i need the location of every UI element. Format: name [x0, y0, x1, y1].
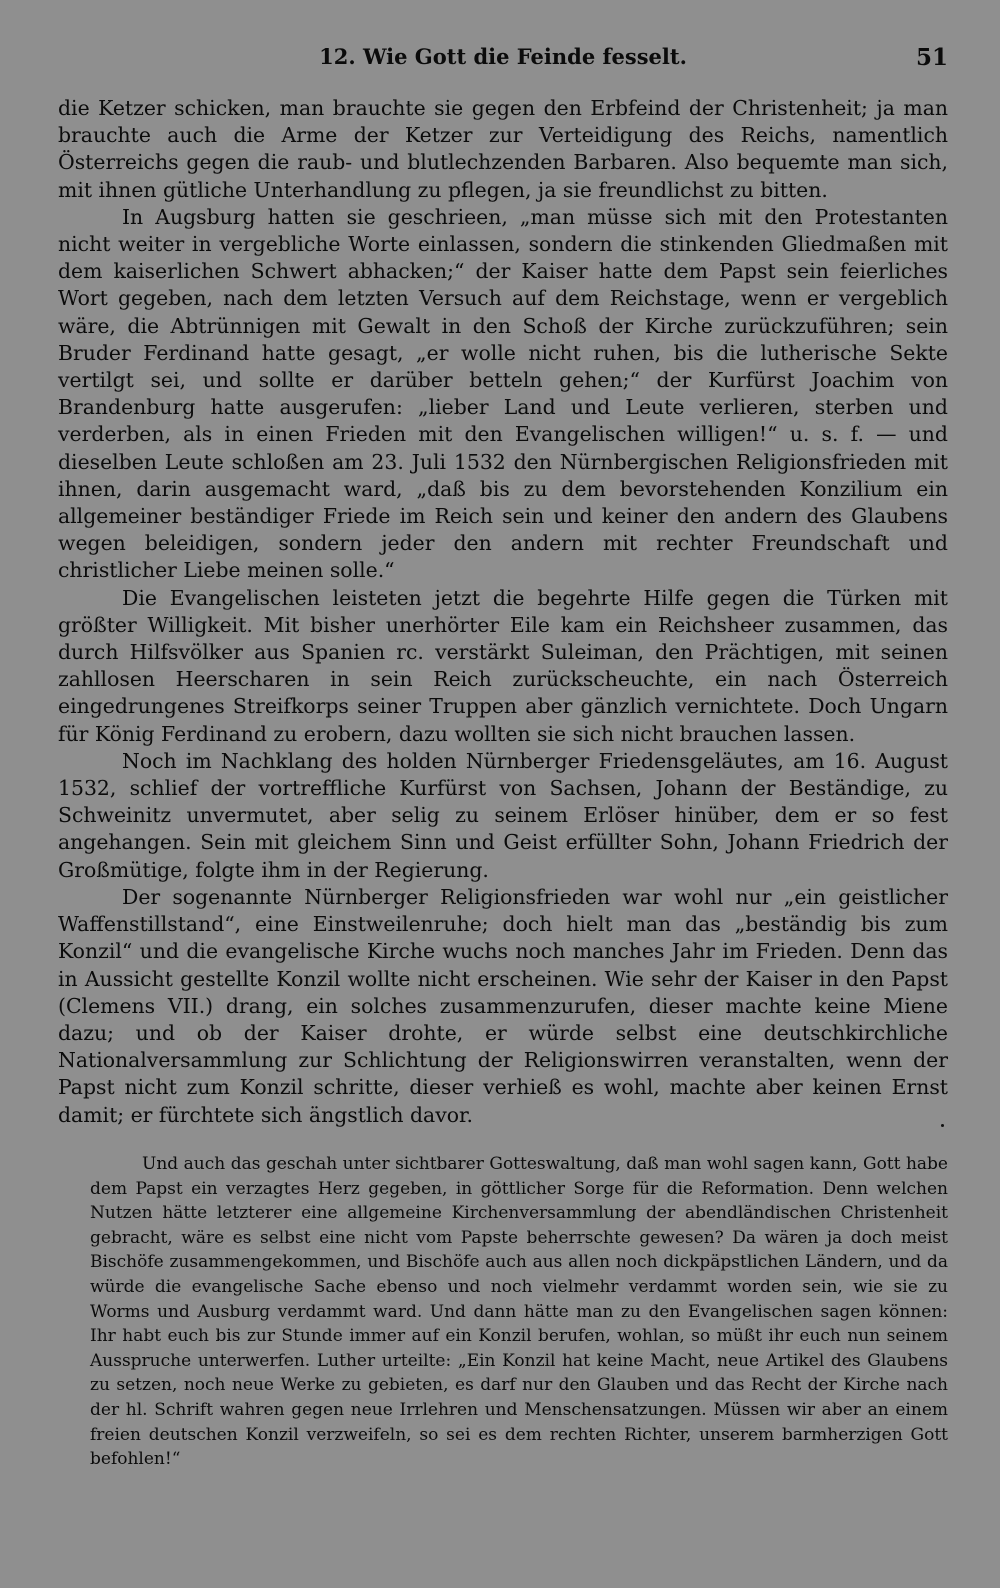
paragraph-4: Noch im Nachklang des holden Nürnberger Friedensgeläutes, am 16. August 1532, schlief der vortreffliche Kurfürst von Sachsen, Johann der Beständige, zu Schweinitz unvermutet, aber selig zu seinem Erlöser hinüber, dem er so fest angehangen. Sein mit gleichem Sinn und Geist erfüllter Sohn, Johann Friedrich der Großmütige, folgte ihm in der Regierung.: [58, 748, 948, 882]
footnote-text: Und auch das geschah unter sichtbarer Gotteswaltung, daß man wohl sagen kann, Gott habe dem Papst ein verzagtes Herz gegeben, in göttlicher Sorge für die Reformation. Denn welchen Nutzen hätte letzterer eine allgemeine Kirchenversammlung der abendländischen Christenheit gebracht, wäre es selbst eine nicht vom Papste beherrschte gewesen? Da wären ja doch meist Bischöfe zusammengekommen, und Bischöfe auch aus allen noch dickpäpstlichen Ländern, und da würde die evangelische Sache ebenso und noch vielmehr verdammt worden sein, wie sie zu Worms und Ausburg verdammt ward. Und dann hätte man zu den Evangelischen sagen können: Ihr habt euch bis zur Stunde immer auf ein Konzil berufen, wohlan, so müßt ihr euch nun seinem Ausspruche unterwerfen. Luther urteilte: „Ein Konzil hat keine Macht, neue Artikel des Glaubens zu setzen, noch neue Werke zu gebieten, es darf nur den Glauben und das Recht der Kirche nach der hl. Schrift wahren gegen neue Irrlehren und Menschensatzungen. Müssen wir aber an einem freien deutschen Konzil verzweifeln, so sei es dem rechten Richter, unserem barmherzigen Gott befohlen!“: [90, 1154, 948, 1470]
paragraph-2: In Augsburg hatten sie geschrieen, „man müsse sich mit den Protestanten nicht weiter in vergebliche Worte einlassen, sondern die stinkenden Gliedmaßen mit dem kaiserlichen Schwert abhacken;“ der Kaiser hatte dem Papst sein feierliches Wort gegeben, nach dem letzten Versuch auf dem Reichstage, wenn er vergeblich wäre, die Abtrünnigen mit Gewalt in den Schoß der Kirche zurückzuführen; sein Bruder Ferdinand hatte gesagt, „er wolle nicht ruhen, bis die lutherische Sekte vertilgt sei, und sollte er darüber betteln gehen;“ der Kurfürst Joachim von Brandenburg hatte ausgerufen: „lieber Land und Leute verlieren, sterben und verderben, als in einen Frieden mit den Evangelischen willigen!“ u. s. f. — und dieselben Leute schloßen am 23. Juli 1532 den Nürnbergischen Religionsfrieden mit ihnen, darin ausgemacht ward, „daß bis zu dem bevorstehenden Konzilium ein allgemeiner beständiger Friede im Reich sein und keiner den andern des Glaubens wegen beleidigen, sondern jeder den andern mit rechter Freundschaft und christlicher Liebe meinen solle.“: [58, 204, 948, 583]
paragraph-3: Die Evangelischen leisteten jetzt die begehrte Hilfe gegen die Türken mit größter Willigkeit. Mit bisher unerhörter Eile kam ein Reichsheer zusammen, das durch Hilfsvölker aus Spanien rc. verstärkt Suleiman, den Prächtigen, mit seinen zahllosen Heerscharen in sein Reich zurückscheuchte, ein nach Österreich eingedrungenes Streifkorps seiner Truppen aber gänzlich vernichtete. Doch Ungarn für König Ferdinand zu erobern, dazu wollten sie sich nicht brauchen lassen.: [58, 585, 948, 746]
page-number: 51: [915, 44, 948, 71]
page-header: [58, 44, 948, 76]
paragraph-1: die Ketzer schicken, man brauchte sie gegen den Erbfeind der Christenheit; ja man brauchte auch die Arme der Ketzer zur Verteidigung des Reichs, namentlich Österreichs gegen die raub- und blutlechzenden Barbaren. Also bequemte man sich, mit ihnen gütliche Unterhandlung zu pflegen, ja sie freundlichst zu bitten.: [58, 96, 948, 202]
main-text: [58, 95, 948, 1129]
running-title: 12. Wie Gott die Feinde fesselt.: [319, 44, 687, 69]
print-speck: [941, 1124, 944, 1127]
footnote-block: [90, 1152, 948, 1472]
paragraph-5: Der sogenannte Nürnberger Religionsfrieden war wohl nur „ein geistlicher Waffenstillstand“, eine Einstweilenruhe; doch hielt man das „beständig bis zum Konzil“ und die evangelische Kirche wuchs noch manches Jahr im Frieden. Denn das in Aussicht gestellte Konzil wollte nicht erscheinen. Wie sehr der Kaiser in den Papst (Clemens VII.) drang, ein solches zusammenzurufen, dieser machte keine Miene dazu; und ob der Kaiser drohte, er würde selbst eine deutschkirchliche Nationalversammlung zur Schlichtung der Religionswirren veranstalten, wenn der Papst nicht zum Konzil schritte, dieser verhieß es wohl, machte aber keinen Ernst damit; er fürchtete sich ängstlich davor.: [58, 884, 948, 1127]
